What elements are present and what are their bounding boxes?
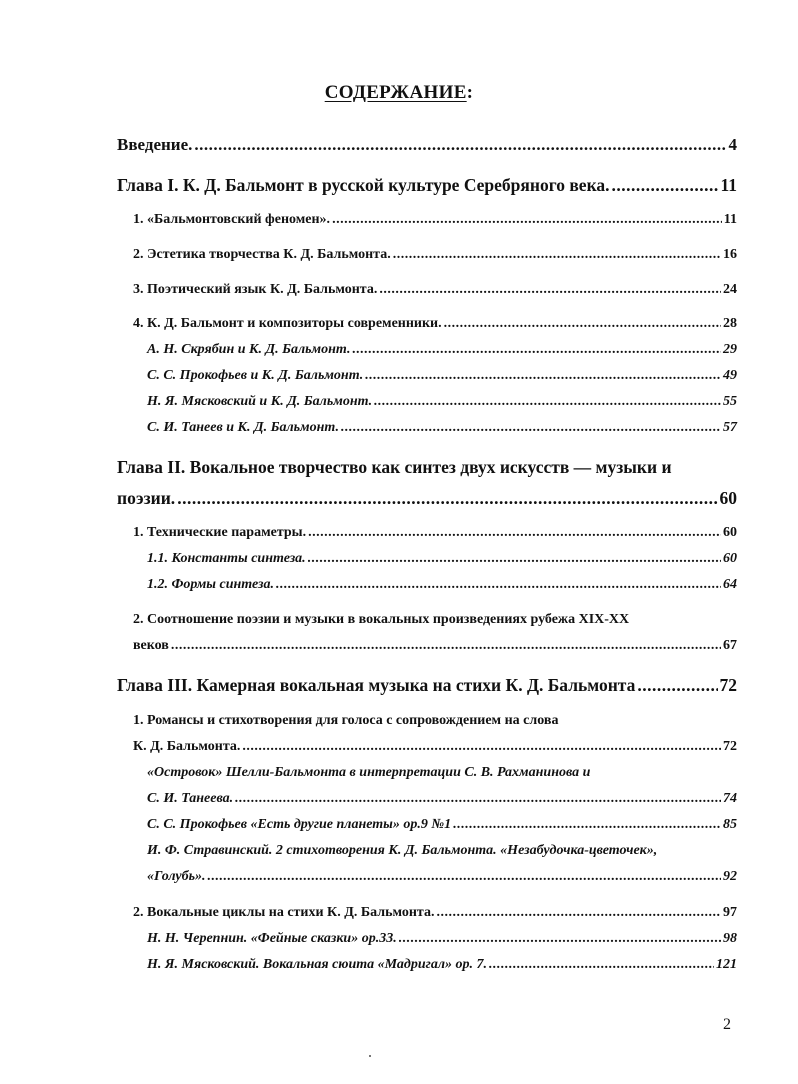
toc-entry-subsection[interactable] xyxy=(147,791,737,807)
toc-entry-subsection[interactable] xyxy=(147,817,737,833)
toc-entry-text: 1. «Бальмонтовский феномен». xyxy=(133,212,331,227)
toc-leader-dots xyxy=(207,869,721,885)
toc-leader-dots xyxy=(235,791,721,807)
toc-page-number: 92 xyxy=(723,869,737,884)
toc-page-number: 72 xyxy=(723,739,737,754)
toc-entry-subsection-line1[interactable]: И. Ф. Стравинский. 2 стихотворения К. Д. Бальмонта. «Незабудочка-цветочек», xyxy=(147,843,658,858)
toc-entry-text: С. И. Танеев и К. Д. Бальмонт. xyxy=(147,420,339,435)
toc-leader-dots xyxy=(393,247,721,263)
toc-leader-dots xyxy=(379,282,721,298)
toc-entry-text: Глава III. Камерная вокальная музыка на стихи К. Д. Бальмонта xyxy=(117,675,636,695)
toc-entry-section[interactable] xyxy=(133,282,737,298)
toc-page-number: 11 xyxy=(723,212,737,227)
toc-page-number: 60 xyxy=(723,525,737,540)
toc-entry-text: 3. Поэтический язык К. Д. Бальмонта. xyxy=(133,282,378,297)
toc-entry-section-line1[interactable]: 1. Романсы и стихотворения для голоса с сопровождением на слова xyxy=(133,713,559,728)
toc-page-number: 97 xyxy=(723,905,737,920)
toc-entry-text: Н. Н. Черепнин. «Фейные сказки» ор.33. xyxy=(147,931,397,946)
toc-entry-chapter-1[interactable] xyxy=(117,175,737,196)
toc-leader-dots xyxy=(436,905,721,921)
toc-page-number: 24 xyxy=(723,282,737,297)
toc-entry-text: К. Д. Бальмонта. xyxy=(133,739,241,754)
toc-entry-subsection[interactable] xyxy=(147,957,737,973)
toc-page-number: 49 xyxy=(723,368,737,383)
toc-entry-text: поэзии. xyxy=(117,488,176,508)
toc-entry-subsection[interactable] xyxy=(147,551,737,567)
toc-entry-subsection-line1[interactable]: «Островок» Шелли-Бальмонта в интерпретации С. В. Рахманинова и xyxy=(147,765,591,780)
toc-entry-chapter-2-line1[interactable]: Глава II. Вокальное творчество как синтез двух искусств — музыки и xyxy=(117,457,672,477)
toc-leader-dots xyxy=(399,931,721,947)
toc-entry-text: «Голубь». xyxy=(147,869,206,884)
toc-entry-subsection[interactable] xyxy=(147,869,737,885)
toc-entry-text: С. С. Прокофьев и К. Д. Бальмонт. xyxy=(147,368,364,383)
scan-speck xyxy=(369,1055,371,1057)
toc-page-number: 11 xyxy=(720,175,737,195)
toc-entry-section[interactable] xyxy=(133,739,737,755)
toc-entry-text: Введение. xyxy=(117,135,193,154)
toc-page-number: 121 xyxy=(716,957,737,972)
toc-leader-dots xyxy=(352,342,721,358)
toc-leader-dots xyxy=(242,739,721,755)
page-number: 2 xyxy=(723,1016,731,1033)
toc-leader-dots xyxy=(308,551,721,567)
toc-entry-text: веков xyxy=(133,638,169,653)
toc-entry-subsection[interactable] xyxy=(147,577,737,593)
toc-page-number: 55 xyxy=(723,394,737,409)
toc-leader-dots xyxy=(612,175,719,196)
toc-entry-text: 2. Эстетика творчества К. Д. Бальмонта. xyxy=(133,247,391,262)
title-colon: : xyxy=(466,82,474,103)
toc-entry-chapter-2[interactable] xyxy=(117,488,737,509)
toc-entry-section-line1[interactable]: 2. Соотношение поэзии и музыки в вокальных произведениях рубежа XIX-XX xyxy=(133,612,630,627)
toc-entry-section[interactable] xyxy=(133,905,737,921)
toc-page-number: 4 xyxy=(728,135,737,154)
toc-page-number: 60 xyxy=(723,551,737,566)
toc-entry-text: С. И. Танеева. xyxy=(147,791,234,806)
toc-entry-section[interactable] xyxy=(133,212,737,228)
title-text: СОДЕРЖАНИЕ xyxy=(324,82,467,103)
toc-entry-subsection[interactable] xyxy=(147,394,737,410)
toc-entry-text: С. С. Прокофьев «Есть другие планеты» ор.9 №1 xyxy=(147,817,452,832)
toc-page-number: 64 xyxy=(723,577,737,592)
toc-leader-dots xyxy=(177,488,717,509)
toc-entry-subsection[interactable] xyxy=(147,368,737,384)
toc-page-number: 74 xyxy=(723,791,737,806)
toc-page-number: 72 xyxy=(719,675,737,695)
toc-entry-text: 1.2. Формы синтеза. xyxy=(147,577,274,592)
toc-entry-subsection[interactable] xyxy=(147,931,737,947)
toc-leader-dots xyxy=(444,316,721,332)
toc-leader-dots xyxy=(637,675,717,696)
page-title xyxy=(0,82,798,104)
toc-entry-text: Глава I. К. Д. Бальмонт в русской культуре Серебряного века. xyxy=(117,175,610,195)
toc-entry-text: А. Н. Скрябин и К. Д. Бальмонт. xyxy=(147,342,351,357)
toc-page-number: 60 xyxy=(719,488,737,508)
toc-leader-dots xyxy=(489,957,714,973)
toc-leader-dots xyxy=(308,525,721,541)
toc-entry-text: 4. К. Д. Бальмонт и композиторы современники. xyxy=(133,316,442,331)
toc-leader-dots xyxy=(374,394,721,410)
toc-entry-text: Н. Я. Мясковский. Вокальная сюита «Мадригал» ор. 7. xyxy=(147,957,488,972)
toc-entry-section[interactable] xyxy=(133,316,737,332)
toc-page-number: 29 xyxy=(723,342,737,357)
toc-entry-section[interactable] xyxy=(133,247,737,263)
toc-leader-dots xyxy=(276,577,721,593)
toc-leader-dots xyxy=(453,817,721,833)
toc-page-number: 16 xyxy=(723,247,737,262)
toc-entry-subsection[interactable] xyxy=(147,420,737,436)
toc-page-number: 28 xyxy=(723,316,737,331)
toc-entry-text: 1.1. Константы синтеза. xyxy=(147,551,306,566)
toc-entry-subsection[interactable] xyxy=(147,342,737,358)
toc-leader-dots xyxy=(365,368,721,384)
toc-page-number: 67 xyxy=(723,638,737,653)
toc-page-number: 98 xyxy=(723,931,737,946)
toc-page-number: 57 xyxy=(723,420,737,435)
toc-entry-text: Н. Я. Мясковский и К. Д. Бальмонт. xyxy=(147,394,373,409)
toc-leader-dots xyxy=(332,212,722,228)
toc-entry-section[interactable] xyxy=(133,638,737,654)
toc-entry-section[interactable] xyxy=(133,525,737,541)
toc-leader-dots xyxy=(194,135,726,155)
toc-entry-text: 1. Технические параметры. xyxy=(133,525,307,540)
toc-leader-dots xyxy=(171,638,721,654)
toc-page-number: 85 xyxy=(723,817,737,832)
toc-leader-dots xyxy=(341,420,721,436)
toc-entry-text: 2. Вокальные циклы на стихи К. Д. Бальмонта. xyxy=(133,905,435,920)
toc-entry-chapter-3[interactable] xyxy=(117,675,737,696)
toc-entry-intro[interactable] xyxy=(117,135,737,155)
